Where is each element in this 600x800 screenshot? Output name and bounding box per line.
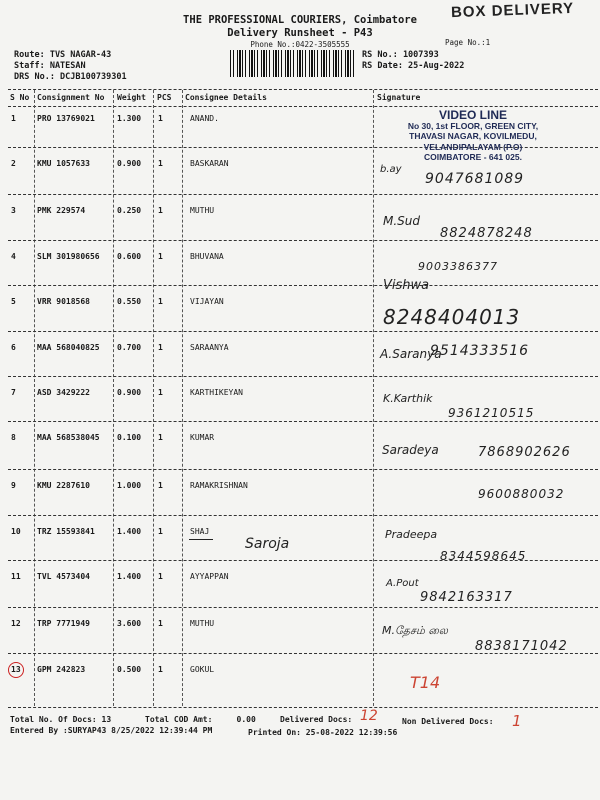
row-signature: M.தேசம் லை <box>382 624 448 637</box>
row-pcs: 1 <box>158 433 163 442</box>
staff-line: Staff: NATESAN <box>14 61 86 71</box>
row-divider <box>8 515 598 516</box>
row-signature: T14 <box>410 673 441 692</box>
row-weight: 3.600 <box>117 619 142 628</box>
col-divider <box>373 90 374 706</box>
row-consignee: KARTHIKEYAN <box>190 388 243 397</box>
row-consignment: ASD 3429222 <box>37 388 90 397</box>
row-divider <box>8 560 598 561</box>
row-signature: M.Sud <box>383 214 421 228</box>
col-consignment: Consignment No <box>37 93 105 102</box>
row-weight: 1.000 <box>117 481 142 490</box>
col-divider <box>113 90 114 706</box>
row-consignment: SLM 301980656 <box>37 252 100 261</box>
row-sno: 10 <box>11 527 21 536</box>
row-sno: 1 <box>11 114 16 123</box>
row-consignee: GOKUL <box>190 665 215 674</box>
row-pcs: 1 <box>158 343 163 352</box>
row-divider <box>8 331 598 332</box>
row-pcs: 1 <box>158 159 163 168</box>
company-title: THE PROFESSIONAL COURIERS, Coimbatore <box>183 14 417 26</box>
non-delivered-count: 1 <box>512 712 522 730</box>
entered-by: Entered By :SURYAP43 8/25/2022 12:39:44 PM <box>10 726 213 735</box>
handwritten-note: Saroja <box>245 536 290 552</box>
row-divider <box>8 653 598 654</box>
row-sno: 13 <box>11 665 21 674</box>
row-signature: Pradeepa <box>385 528 438 541</box>
row-consignee: SARAANYA <box>190 343 229 352</box>
row-phone-number: 9003386377 <box>418 260 498 273</box>
row-consignment: VRR 9018568 <box>37 297 90 306</box>
row-pcs: 1 <box>158 388 163 397</box>
row-consignment: TRZ 15593841 <box>37 527 95 536</box>
circle-mark <box>8 662 24 678</box>
row-phone-number: 7868902626 <box>478 445 571 460</box>
row-divider <box>8 421 598 422</box>
row-consignee: BASKARAN <box>190 159 229 168</box>
row-pcs: 1 <box>158 206 163 215</box>
row-phone-number: 9842163317 <box>420 590 513 605</box>
rs-date: RS Date: 25-Aug-2022 <box>362 61 465 71</box>
row-weight: 0.700 <box>117 343 142 352</box>
row-weight: 0.500 <box>117 665 142 674</box>
col-pcs: PCS <box>157 93 172 102</box>
col-divider <box>153 90 154 706</box>
stamp-line: VELANDIPALAYAM (P.O) <box>423 141 523 152</box>
col-consignee: Consignee Details <box>185 93 267 102</box>
delivered-label: Delivered Docs: <box>280 715 353 724</box>
row-phone-number: 8344598645 <box>440 549 527 563</box>
barcode-icon <box>230 50 358 77</box>
page-number: Page No.:1 <box>445 38 491 47</box>
col-sno: S No <box>10 93 30 102</box>
row-pcs: 1 <box>158 481 163 490</box>
stamp-line: No 30, 1st FLOOR, GREEN CITY, <box>407 120 539 131</box>
row-pcs: 1 <box>158 527 163 536</box>
row-sno: 5 <box>11 297 16 306</box>
strike-mark <box>189 539 213 540</box>
runsheet-subtitle: Delivery Runsheet - P43 <box>227 27 373 39</box>
col-divider <box>182 90 183 706</box>
row-consignee: BHUVANA <box>190 252 224 261</box>
row-weight: 1.300 <box>117 114 142 123</box>
row-signature: K.Karthik <box>383 392 433 405</box>
row-phone-number: 9600880032 <box>478 487 565 501</box>
row-sno: 6 <box>11 343 16 352</box>
row-pcs: 1 <box>158 114 163 123</box>
row-consignee: MUTHU <box>190 206 215 215</box>
row-signature: A.Pout <box>386 578 419 589</box>
row-sno: 4 <box>11 252 16 261</box>
route-line: Route: TVS NAGAR-43 <box>14 50 112 60</box>
row-signature: A.Saranya <box>380 347 442 361</box>
stamp-line: THAVASI NAGAR, KOVILMEDU, <box>409 131 537 141</box>
address-stamp <box>388 110 558 163</box>
row-consignment: TVL 4573404 <box>37 572 90 581</box>
row-consignment: TRP 7771949 <box>37 619 90 628</box>
row-sno: 2 <box>11 159 16 168</box>
row-signature: Saradeya <box>382 443 439 457</box>
row-phone-number: 9047681089 <box>425 171 525 187</box>
row-consignee: RAMAKRISHNAN <box>190 481 248 490</box>
row-consignment: MAA 568040825 <box>37 343 100 352</box>
rs-info <box>362 50 464 72</box>
row-consignee: ANAND. <box>190 114 219 123</box>
col-weight: Weight <box>117 93 146 102</box>
row-sno: 11 <box>11 572 21 581</box>
row-pcs: 1 <box>158 297 163 306</box>
row-sno: 3 <box>11 206 16 215</box>
non-delivered-label: Non Delivered Docs: <box>402 717 494 726</box>
stamp-line: COIMBATORE - 641 025. <box>424 152 522 162</box>
row-weight: 1.400 <box>117 527 142 536</box>
row-consignment: PMK 229574 <box>37 206 86 215</box>
route-info <box>14 50 127 83</box>
row-pcs: 1 <box>158 619 163 628</box>
drs-line: DRS No.: DCJB100739301 <box>14 72 127 82</box>
phone-number: Phone No.:0422-3505555 <box>250 40 350 49</box>
row-consignment: PRO 13769021 <box>37 114 95 123</box>
row-weight: 0.550 <box>117 297 142 306</box>
row-weight: 0.900 <box>117 388 142 397</box>
delivered-count: 12 <box>360 708 378 724</box>
stamp-company: VIDEO LINE <box>438 108 507 122</box>
table-header-divider <box>8 106 598 107</box>
row-sno: 8 <box>11 433 16 442</box>
col-signature: Signature <box>377 93 421 102</box>
row-weight: 1.400 <box>117 572 142 581</box>
rs-number: RS No.: 1007393 <box>362 50 439 60</box>
row-weight: 0.600 <box>117 252 142 261</box>
row-consignee: AYYAPPAN <box>190 572 229 581</box>
table-top-divider <box>8 89 598 90</box>
row-consignment: KMU 2287610 <box>37 481 90 490</box>
row-consignment: MAA 568538045 <box>37 433 100 442</box>
box-delivery-stamp: BOX DELIVERY <box>450 0 575 22</box>
row-consignee: VIJAYAN <box>190 297 224 306</box>
row-consignee: KUMAR <box>190 433 215 442</box>
row-consignee: MUTHU <box>190 619 215 628</box>
row-phone-number: 8824878248 <box>440 226 533 241</box>
total-docs: Total No. Of Docs: 13 <box>10 715 112 724</box>
row-pcs: 1 <box>158 572 163 581</box>
row-weight: 0.100 <box>117 433 142 442</box>
total-cod: Total COD Amt: 0.00 <box>145 715 256 724</box>
row-divider <box>8 376 598 377</box>
row-consignment: KMU 1057633 <box>37 159 90 168</box>
row-weight: 0.250 <box>117 206 142 215</box>
row-phone-number: 8248404013 <box>383 305 521 329</box>
row-consignee: SHAJ <box>190 527 210 536</box>
row-sno: 9 <box>11 481 16 490</box>
row-pcs: 1 <box>158 665 163 674</box>
row-sno: 12 <box>11 619 21 628</box>
row-phone-number: 8838171042 <box>475 639 568 654</box>
row-phone-number: 9361210515 <box>448 406 535 420</box>
footer-divider <box>8 707 598 708</box>
row-divider <box>8 607 598 608</box>
row-signature: Vishwa <box>383 278 430 293</box>
row-signature: b.ay <box>380 164 402 175</box>
row-pcs: 1 <box>158 252 163 261</box>
row-divider <box>8 469 598 470</box>
row-divider <box>8 285 598 286</box>
row-divider <box>8 194 598 195</box>
row-weight: 0.900 <box>117 159 142 168</box>
row-phone-number: 9514333516 <box>430 343 530 359</box>
printed-on: Printed On: 25-08-2022 12:39:56 <box>248 728 398 737</box>
row-sno: 7 <box>11 388 16 397</box>
row-divider <box>8 240 598 241</box>
col-divider <box>34 90 35 706</box>
row-consignment: GPM 242823 <box>37 665 86 674</box>
